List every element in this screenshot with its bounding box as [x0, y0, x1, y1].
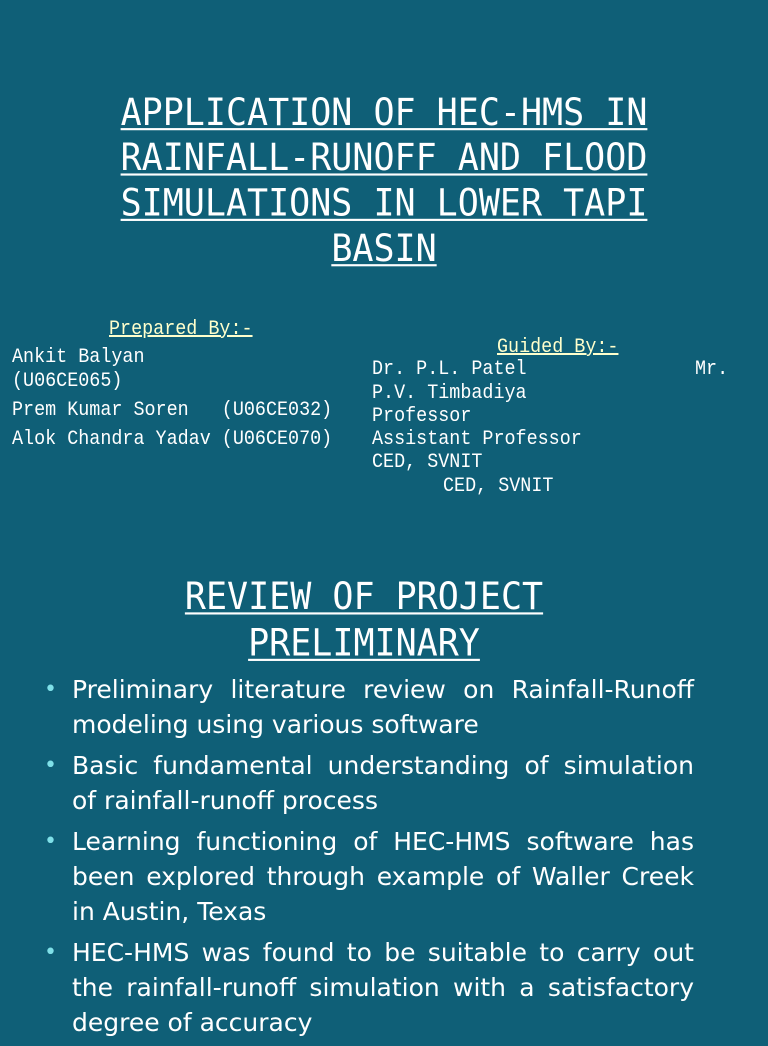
guide-line: Mr.: [695, 358, 729, 381]
bullet-text: HEC-HMS was found to be suitable to carry out the rainfall-runoff simulation with a satisfactory degree of accuracy: [72, 938, 694, 1037]
guide-line: Professor: [372, 405, 472, 428]
list-item: [44, 748, 694, 818]
guide-line: P.V. Timbadiya: [372, 382, 527, 405]
bullet-icon: •: [44, 829, 57, 854]
bullet-icon: •: [44, 940, 57, 965]
review-heading-line: REVIEW OF PROJECT: [184, 575, 544, 619]
author-line: Alok Chandra Yadav (U06CE070): [12, 428, 333, 451]
guide-line: CED, SVNIT: [372, 451, 483, 474]
prepared-by-heading: Prepared By:-: [109, 318, 253, 341]
list-item: [44, 935, 694, 1040]
bullet-icon: •: [44, 753, 57, 778]
slide-title-line: SIMULATIONS IN LOWER TAPI: [120, 182, 648, 226]
guided-by-heading: Guided By:-: [497, 336, 619, 359]
guide-line: CED, SVNIT: [443, 475, 554, 498]
slide-title-line: RAINFALL-RUNOFF AND FLOOD: [120, 136, 648, 180]
slide-title: [40, 90, 728, 271]
review-heading: [80, 575, 648, 668]
author-line: Prem Kumar Soren (U06CE032): [12, 399, 333, 422]
guide-line: Assistant Professor: [372, 428, 582, 451]
review-heading-line: PRELIMINARY: [248, 622, 480, 666]
bullet-text: Preliminary literature review on Rainfall-Runoff modeling using various software: [72, 675, 694, 739]
slide-title-line: APPLICATION OF HEC-HMS IN: [120, 91, 648, 135]
bullet-text: Learning functioning of HEC-HMS software has been explored through example of Waller Creek in Austin, Texas: [72, 827, 694, 926]
bullet-icon: •: [44, 677, 57, 702]
list-item: [44, 672, 694, 742]
bullet-text: Basic fundamental understanding of simulation of rainfall-runoff process: [72, 751, 694, 815]
guide-line: Dr. P.L. Patel: [372, 358, 527, 381]
author-line: Ankit Balyan: [12, 346, 145, 369]
author-line: (U06CE065): [12, 370, 123, 393]
slide-title-line: BASIN: [331, 227, 437, 271]
list-item: [44, 824, 694, 929]
bullet-list: [44, 672, 694, 1046]
